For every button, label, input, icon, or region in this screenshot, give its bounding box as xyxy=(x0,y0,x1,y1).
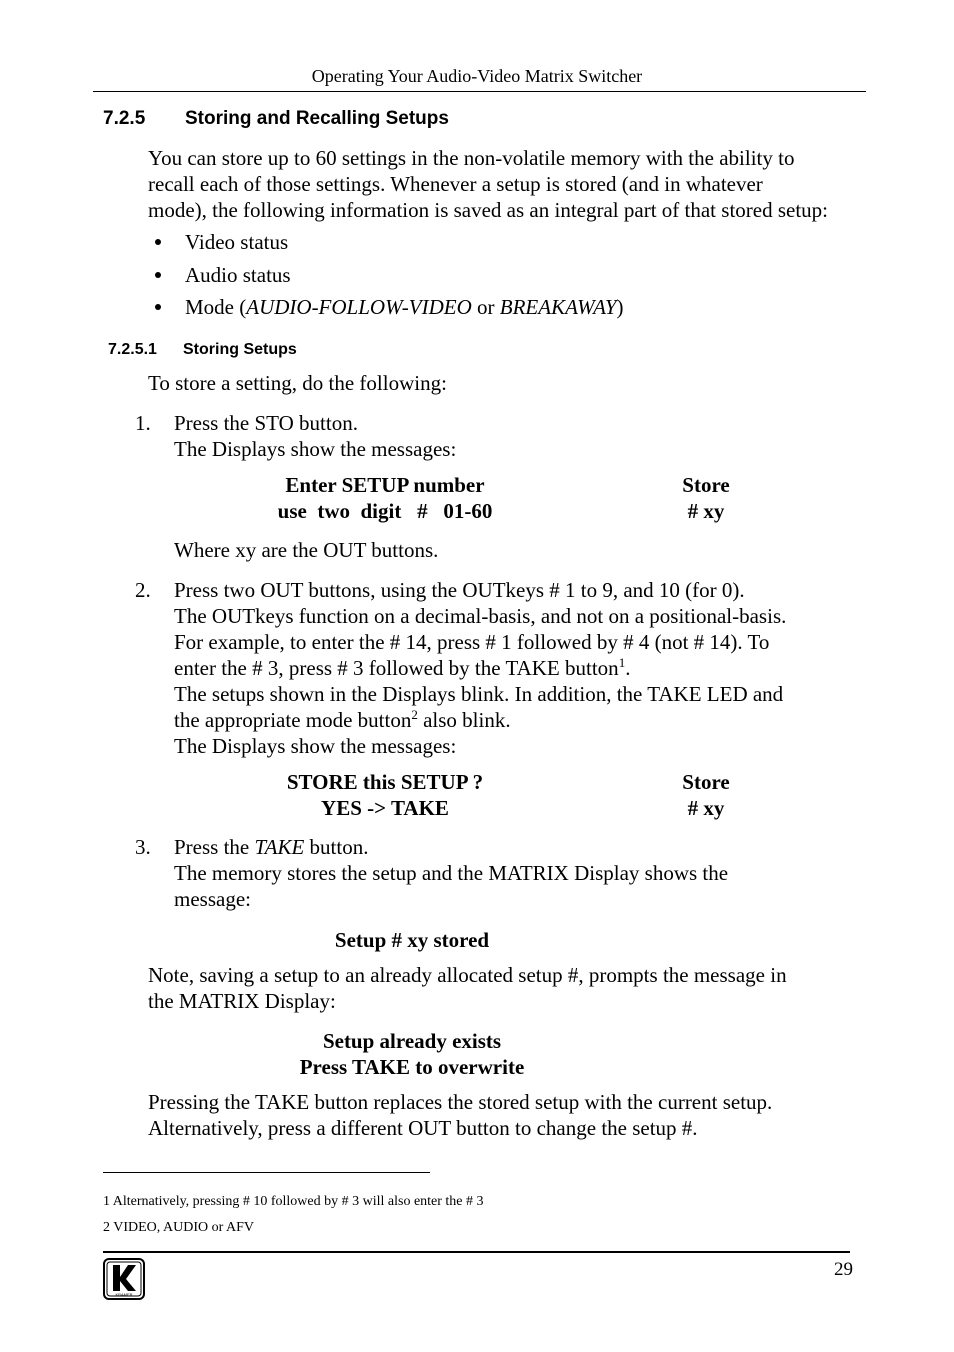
display-message-left-1: STORE this SETUP ? xyxy=(286,770,484,794)
bullet-mode-afv: AUDIO-FOLLOW-VIDEO xyxy=(246,295,472,319)
step-2-line-4-end: . xyxy=(625,656,631,680)
step-2-line-6-text: the appropriate mode button xyxy=(174,708,412,732)
section-number: 7.2.5 xyxy=(103,108,146,129)
display-message-right-2: # xy xyxy=(687,499,725,523)
page-number: 29 xyxy=(834,1259,853,1280)
step-1-number: 1. xyxy=(135,411,151,435)
closing-line-2: Alternatively, press a different OUT button to change the setup #. xyxy=(148,1116,698,1140)
footnote-ref-1[interactable]: 1 xyxy=(618,655,626,670)
header-rule xyxy=(93,91,866,92)
step-2-line-5: The setups shown in the Displays blink. In addition, the TAKE LED and xyxy=(174,682,784,706)
section-title: Storing and Recalling Setups xyxy=(185,108,449,129)
step-3-line-1 xyxy=(174,834,368,860)
step-1-line-1: Press the STO button. xyxy=(174,411,358,435)
step-2-line-1: Press two OUT buttons, using the OUTkeys # 1 to 9, and 10 (for 0). xyxy=(174,578,745,602)
footnote-rule xyxy=(103,1172,430,1173)
footnote-ref-2[interactable]: 2 xyxy=(411,707,418,722)
step-1-after: Where xy are the OUT buttons. xyxy=(174,538,439,562)
bullet-audio-status: Audio status xyxy=(185,263,291,287)
intro-line-3: mode), the following information is saved as an integral part of that stored setup: xyxy=(148,198,828,222)
display-message-exists: Setup already exists xyxy=(322,1029,502,1053)
step-2-line-3: For example, to enter the # 14, press # 1 followed by # 4 (not # 14). To xyxy=(174,630,770,654)
step-2-line-6-end: also blink. xyxy=(417,708,511,732)
intro-line-1: You can store up to 60 settings in the non-volatile memory with the ability to xyxy=(148,146,795,170)
footnote-2: 2 VIDEO, AUDIO or AFV xyxy=(103,1220,255,1235)
bullet-mode-prefix: Mode ( xyxy=(185,295,247,319)
bullet-mode-suffix: ) xyxy=(616,295,624,319)
footnote-1: 1 Alternatively, pressing # 10 followed by # 3 will also enter the # 3 xyxy=(103,1194,484,1209)
subsection-number: 7.2.5.1 xyxy=(108,341,157,358)
running-header: Operating Your Audio-Video Matrix Switcher xyxy=(311,66,643,86)
footer-rule xyxy=(103,1251,850,1253)
display-message-left-1: Enter SETUP number xyxy=(285,473,485,497)
intro-line-2: recall each of those settings. Whenever a setup is stored (and in whatever xyxy=(148,172,763,196)
note-line-1: Note, saving a setup to an already allocated setup #, prompts the message in xyxy=(148,963,787,987)
step-2-line-4 xyxy=(174,655,630,681)
display-message-stored: Setup # xy stored xyxy=(334,928,490,952)
step-3-number: 3. xyxy=(135,835,151,859)
bullet-marker xyxy=(155,239,161,245)
step-1-line-2: The Displays show the messages: xyxy=(174,437,457,461)
kramer-logo-icon xyxy=(103,1258,145,1300)
display-message-left-2: YES -> TAKE xyxy=(321,796,449,820)
step-3-line-1-take: TAKE xyxy=(254,835,305,859)
subsection-title: Storing Setups xyxy=(183,341,297,358)
step-3-line-1-post: button. xyxy=(304,835,369,859)
kramer-logo xyxy=(103,1258,145,1300)
step-3-line-1-pre: Press the xyxy=(174,835,255,859)
closing-line-1: Pressing the TAKE button replaces the stored setup with the current setup. xyxy=(148,1090,773,1114)
step-2-number: 2. xyxy=(135,578,151,602)
step-3-line-3: message: xyxy=(174,887,251,911)
step-3-line-2: The memory stores the setup and the MATRIX Display shows the xyxy=(174,861,729,885)
note-line-2: the MATRIX Display: xyxy=(148,989,336,1013)
bullet-marker xyxy=(155,272,161,278)
display-message-right-1: Store xyxy=(682,770,730,794)
bullet-mode-breakaway: BREAKAWAY xyxy=(499,295,617,319)
display-message-overwrite: Press TAKE to overwrite xyxy=(299,1055,525,1079)
bullet-video-status: Video status xyxy=(185,230,289,254)
step-2-line-7: The Displays show the messages: xyxy=(174,734,457,758)
display-message-right-2: # xy xyxy=(687,796,725,820)
display-message-right-1: Store xyxy=(682,473,730,497)
svg-text:KRAMER: KRAMER xyxy=(115,1292,133,1297)
bullet-mode-or: or xyxy=(471,295,500,319)
bullet-mode xyxy=(185,294,624,320)
display-message-left-2: use two digit # 01-60 xyxy=(277,499,493,523)
bullet-marker xyxy=(155,304,161,310)
step-2-line-4-text: enter the # 3, press # 3 followed by the TAKE button xyxy=(174,656,619,680)
subsection-lead: To store a setting, do the following: xyxy=(148,371,447,395)
step-2-line-2: The OUTkeys function on a decimal-basis, and not on a positional-basis. xyxy=(174,604,787,628)
step-2-line-6 xyxy=(174,707,511,733)
